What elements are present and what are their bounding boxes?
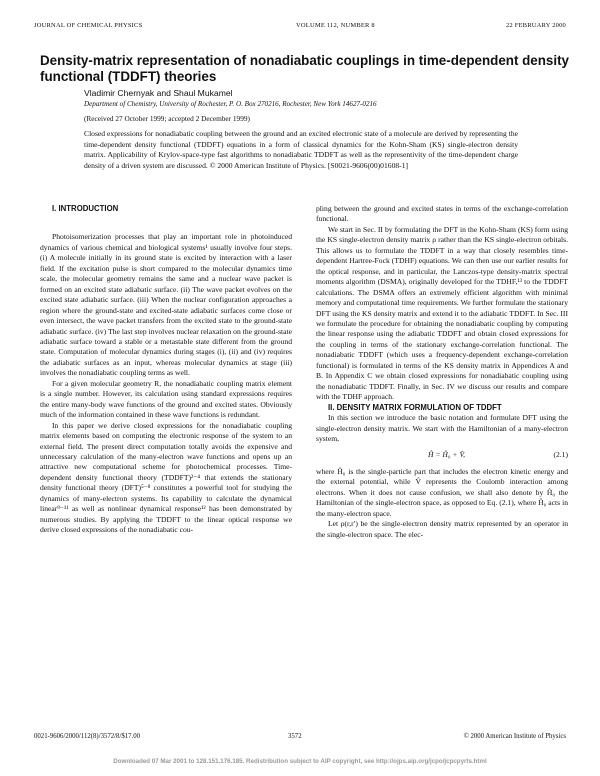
left-column <box>40 204 292 536</box>
journal-name: JOURNAL OF CHEMICAL PHYSICS <box>34 22 143 29</box>
body-paragraph: pling between the ground and excited states in terms of the exchange-correlation functional. <box>316 204 568 224</box>
author-list: Vladimir Chernyak and Shaul Mukamel <box>84 88 233 98</box>
body-paragraph: Photoisomerization processes that play an important role in photoinduced dynamics of various chemical and biological systems¹ usually involve four steps. (i) A molecule initially in its ground state is excited by interaction with a laser field. If the excitation pulse is short compared to the molecular dynamics time scale, the molecular geometry remains the same and a nuclear wave packet is formed on an excited state adiabatic surface. (ii) The wave packet evolves on the excited state adiabatic surface. (iii) When the nuclear configuration approaches a region where the ground-state and excited-state adiabatic surfaces come close or even intersect, the wave packet transfers from the excited state to the ground-state adiabatic surface. (iv) The last step involves nuclear relaxation on the ground-state adiabatic surface toward a stable or a metastable state different from the ground state. Computation of molecular dynamics during stages (i), (ii) and (iv) requires the adiabatic surfaces as an input, whereas molecular dynamics at stage (iii) involves the nonadiabatic coupling terms as well. <box>40 232 292 378</box>
article-title: Density-matrix representation of nonadiabatic couplings in time-dependent density functional (TDDFT) theories <box>40 53 570 84</box>
body-paragraph: In this paper we derive closed expressions for the nonadiabatic coupling matrix elements based on computing the electronic response of the system to an external field. The present direct computation totally avoids the expensive and unnecessary calculation of the many-electron wave functions and opens up an attractive new computational scheme for photochemical processes. Time-dependent density functional theory (TDDFT)²⁻⁴ that extends the stationary density functional theory (DFT)⁵⁻⁸ constitutes a powerful tool for studying the dynamics of many-electron systems. Its capability to calculate the dynamical linear⁹⁻¹¹ as well as nonlinear dynamical response¹² has been demonstrated by numerous studies. By applying the TDDFT to the linear optical response we derive closed expressions of the nonadiabatic cou- <box>40 420 292 535</box>
running-header <box>34 22 566 34</box>
section-heading-introduction: I. INTRODUCTION <box>52 204 119 213</box>
body-paragraph: For a given molecular geometry R, the nonadiabatic coupling matrix element is a single number. However, its calculation using standard expressions requires the entire many-body wave functions of the ground and excited states. Obviously much of the information contained in these wave functions is redundant. <box>40 378 292 420</box>
section-heading-density-matrix: II. DENSITY MATRIX FORMULATION OF TDDFT <box>328 402 502 412</box>
copyright: © 2000 American Institute of Physics <box>463 733 566 740</box>
body-paragraph: Let ρ(r,r′) be the single-electron density matrix represented by an operator in the single-electron space. The elec- <box>316 519 568 539</box>
page-footer <box>34 733 566 745</box>
footer-code: 0021-9606/2000/112(8)/3572/8/$17.00 <box>34 733 141 740</box>
body-paragraph: where Ĥ₀ is the single-particle part that includes the electron kinetic energy and the external potential, while V̂ represents the Coulomb interaction among electrons. When it does not cause confusion, we shall also denote by Ĥ₀ the Hamiltonian of the single-electron space, as opposed to Eq. (2.1), where Ĥ₀ acts in the many-electron space. <box>316 466 568 518</box>
equation-body: Ĥ = Ĥ₀ + V̂, <box>428 450 466 460</box>
download-notice: Downloaded 07 Mar 2001 to 128.151.176.185. Redistribution subject to AIP copyright, see http://ojps.aip.org/jcpo/jcpcpyrts.html <box>113 758 487 765</box>
affiliation: Department of Chemistry, University of Rochester, P. O. Box 270216, Rochester, New York 14627-0216 <box>84 100 377 108</box>
body-paragraph: We start in Sec. II by formulating the DFT in the Kohn-Sham (KS) form using the KS single-electron density matrix ρ rather than the KS single-electron orbitals. This allows us to formulate the TDDFT in a way that closely resembles time-dependent Hartree-Fock (TDHF) equations. We can then use our earlier results for the optical response, and in particular, the Lanczos-type density-matrix spectral moments algorithm (DSMA), originally developed for the TDHF,¹³ to the TDDFT calculations. The DSMA offers an extremely efficient algorithm with minimal memory and computational time requirements. We further formulate the stationary DFT using the KS density matrix and extend it to the adiabatic TDDFT. In Sec. III we formulate the procedure for obtaining the nonadiabatic coupling by computing the linear response using the adiabatic TDDFT and obtain closed expressions for the coupling in terms of the stationary exchange-correlation functional. The nonadiabatic TDDFT (which uses a frequency-dependent exchange-correlation functional) is formulated in terms of the KS density matrix in Appendices A and B. In Appendix C we obtain closed expressions for nonadiabatic coupling using the nonadiabatic TDDFT. Finally, in Sec. IV we discuss our results and compare with the TDHF approach. <box>316 224 568 402</box>
received-dates: (Received 27 October 1999; accepted 2 December 1999) <box>84 114 250 123</box>
equation-2-1 <box>316 450 568 460</box>
body-paragraph: In this section we introduce the basic notation and formulate DFT using the single-electron density matrix. We start with the Hamiltonian of a many-electron system, <box>316 413 568 443</box>
page-number: 3572 <box>288 733 302 740</box>
right-column <box>316 204 568 540</box>
equation-number: (2.1) <box>553 450 568 460</box>
issue-date: 22 FEBRUARY 2000 <box>505 22 566 29</box>
abstract: Closed expressions for nonadiabatic coupling between the ground and an excited electronic state of a molecule are derived by representing the time-dependent density functional (TDDFT) equations in a form of classical dynamics for the Kohn-Sham (KS) single-electron density matrix. Applicability of Krylov-space-type fast algorithms to nonadiabatic TDDFT as well as the representivity of the time-dependent charge density of a driven system are discussed. © 2000 American Institute of Physics. [S0021-9606(00)01608-1] <box>84 129 518 170</box>
volume-number: VOLUME 112, NUMBER 8 <box>296 22 375 29</box>
